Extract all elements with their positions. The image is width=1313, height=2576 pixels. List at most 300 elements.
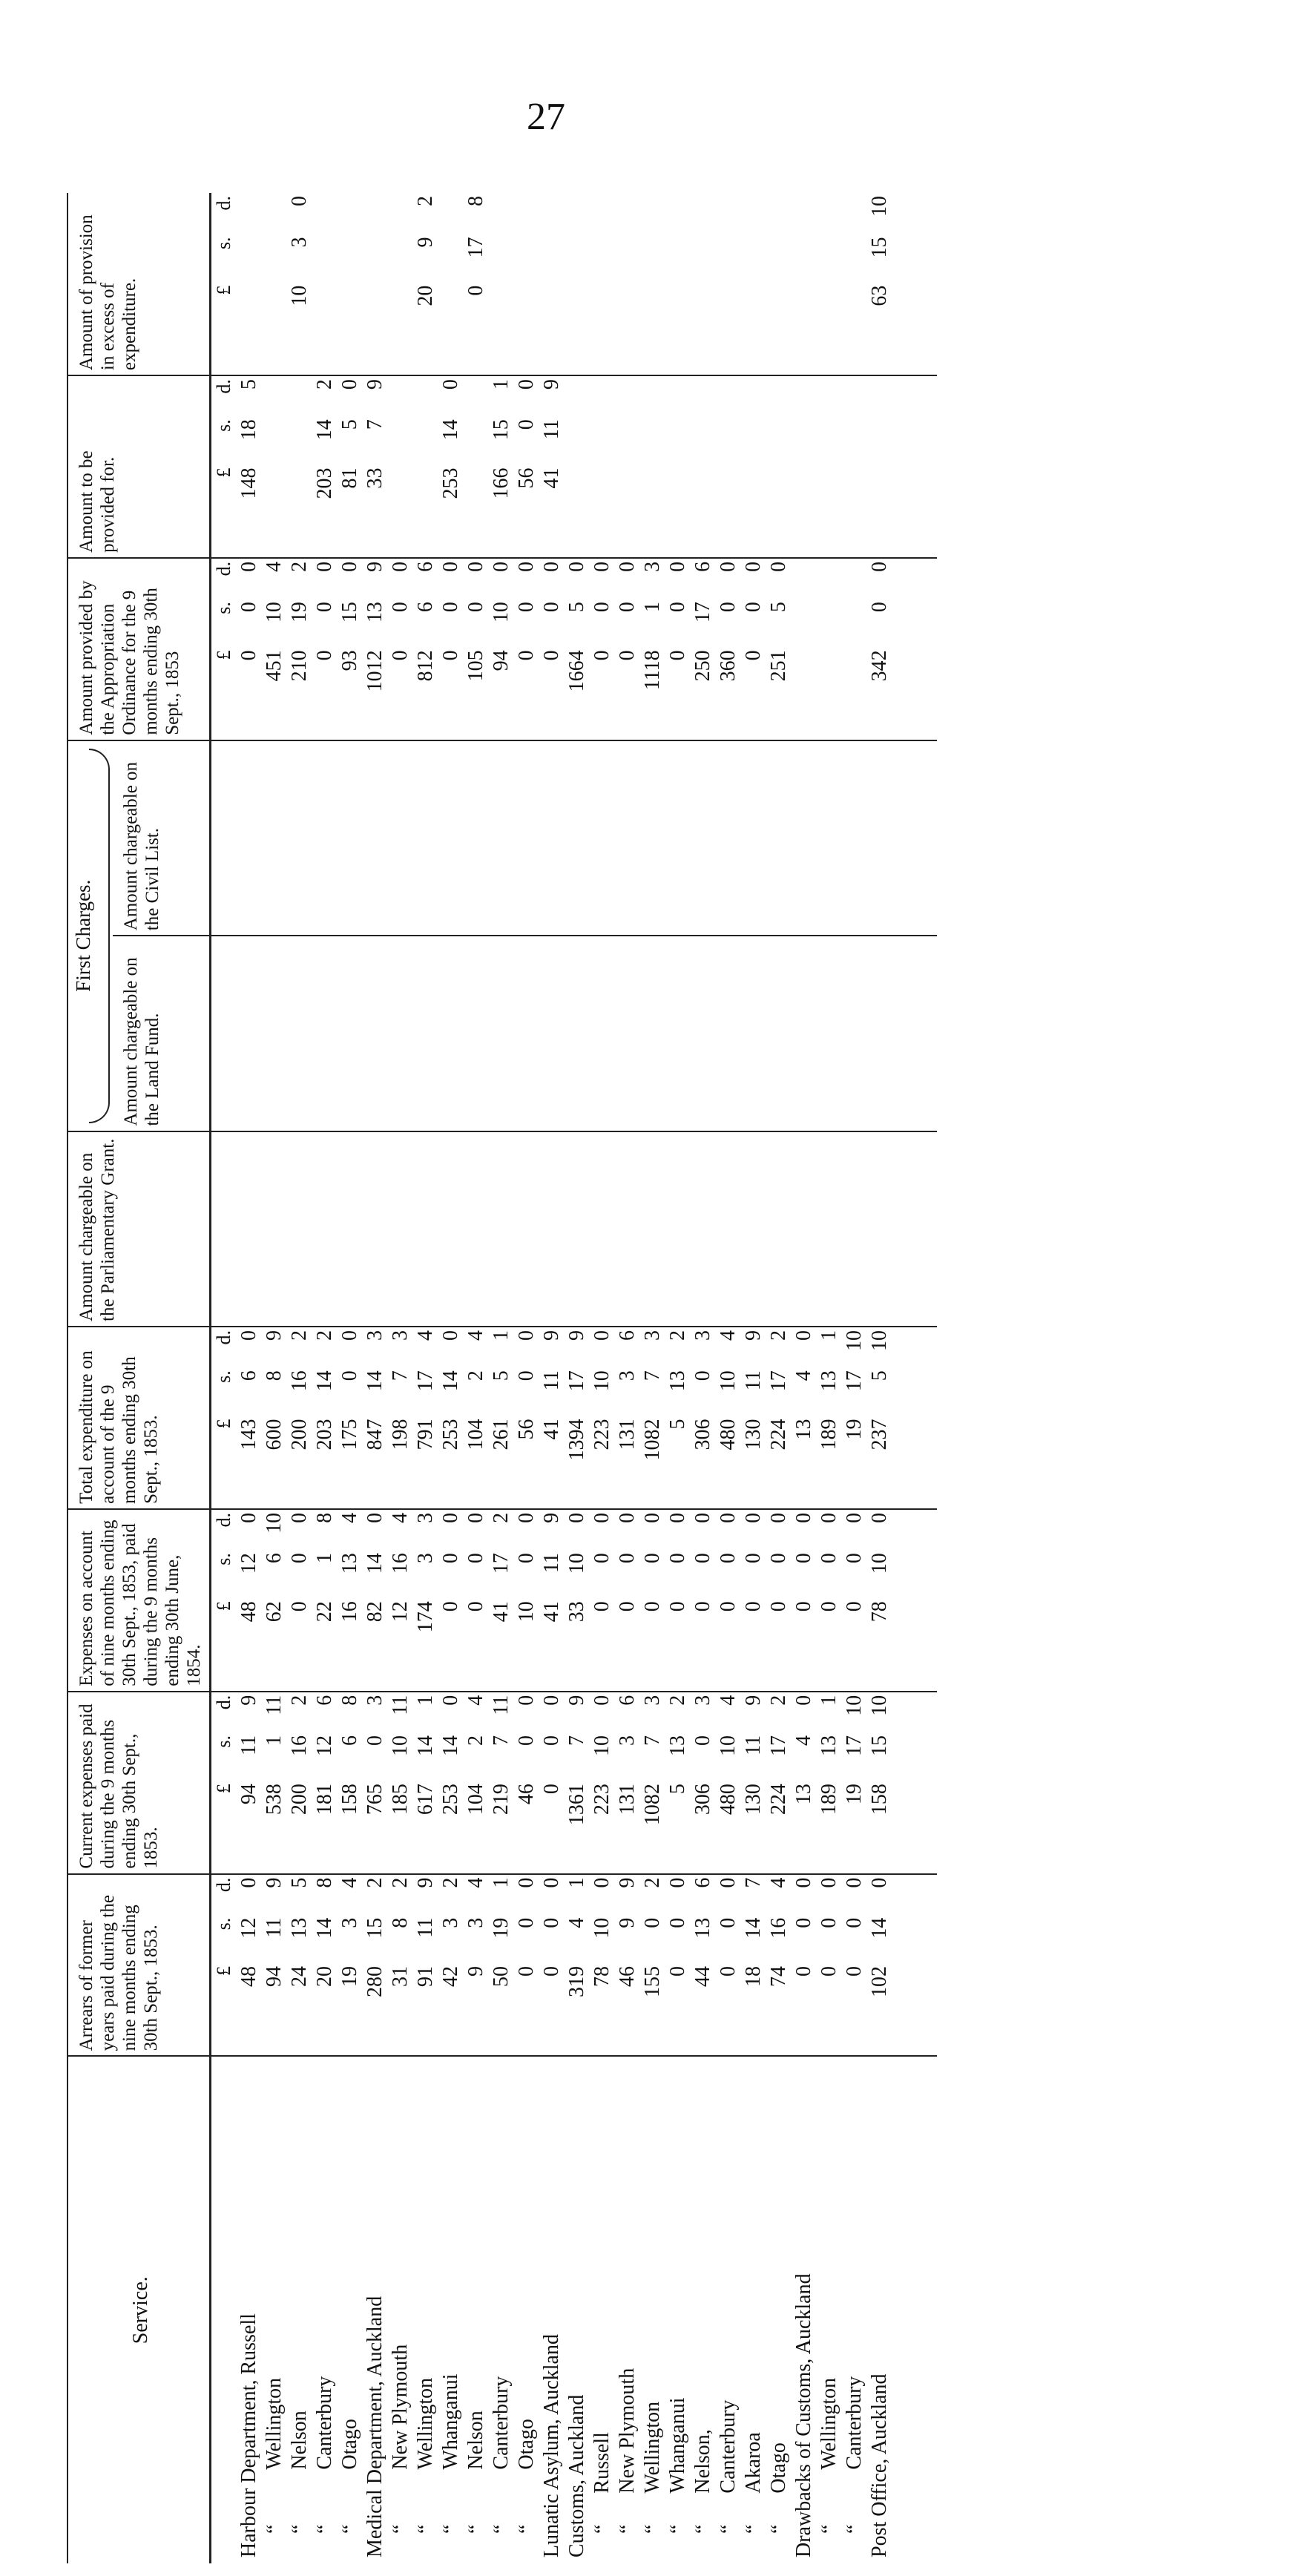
current-expenses-shillings: 10	[590, 1735, 613, 1756]
to-be-provided-header: Amount to be provided for.	[68, 375, 211, 558]
appropriation-pence: 0	[312, 558, 338, 599]
current-expenses-shillings: 7	[565, 1735, 588, 1746]
excess-pence	[741, 193, 766, 234]
expenses-on-account-shillings: 12	[237, 1553, 260, 1574]
table-row	[691, 193, 716, 2563]
arrears-pence: 1	[489, 1874, 514, 1915]
arrears-shillings: 0	[792, 1917, 815, 1928]
table-row	[817, 193, 842, 2563]
total-expenditure-pence: 3	[388, 1327, 413, 1367]
arrears-shillings: 12	[237, 1917, 260, 1939]
appropriation-pounds: 250	[691, 650, 714, 682]
appropriation-pounds: 1012	[363, 650, 386, 692]
appropriation-shillings: 0	[439, 602, 462, 613]
unit-pound: £	[213, 1601, 234, 1611]
ditto-mark: “	[641, 2524, 664, 2534]
total-expenditure-pounds: 237	[868, 1419, 891, 1450]
unit-pound: £	[213, 1784, 234, 1794]
current-expenses-pence: 2	[766, 1692, 792, 1732]
appropriation-pence: 0	[590, 558, 615, 599]
appropriation-shillings: 0	[590, 602, 613, 613]
unit-shilling: s.	[213, 602, 234, 614]
current-expenses-pounds: 765	[363, 1784, 386, 1816]
current-expenses-pounds: 158	[338, 1784, 361, 1816]
civil-list-cell	[590, 740, 615, 936]
to-be-provided-pounds	[464, 465, 489, 558]
arrears-pence: 2	[438, 1874, 464, 1915]
current-expenses-pounds: 219	[490, 1784, 513, 1816]
service-label	[489, 2056, 514, 2521]
total-expenditure-pounds: 56	[515, 1419, 538, 1440]
appropriation-pence: 0	[766, 558, 792, 599]
arrears-shillings: 14	[313, 1917, 336, 1939]
current-expenses-pence: 2	[287, 1692, 312, 1732]
excess-pounds	[615, 283, 640, 375]
appropriation-shillings	[817, 599, 842, 647]
to-be-provided-shillings	[262, 416, 287, 464]
current-expenses-shillings: 10	[389, 1735, 412, 1756]
to-be-provided-shillings	[287, 416, 312, 464]
to-be-provided-pence	[867, 375, 892, 416]
excess-shillings	[363, 234, 388, 282]
arrears-pounds: 19	[338, 1965, 361, 1987]
current-expenses-pence: 8	[338, 1692, 363, 1732]
total-expenditure-pence: 0	[338, 1327, 363, 1367]
land-fund-cell	[590, 936, 615, 1131]
to-be-provided-shillings: 0	[515, 419, 538, 430]
service-label	[464, 2056, 489, 2521]
excess-pence	[842, 193, 867, 234]
total-expenditure-pence: 9	[539, 1327, 565, 1367]
appropriation-pounds: 1118	[641, 650, 664, 691]
expenses-on-account-pounds: 0	[717, 1601, 740, 1612]
excess-pounds	[312, 283, 338, 375]
total-expenditure-pence: 1	[817, 1327, 842, 1367]
to-be-provided-pounds	[262, 465, 287, 558]
service-label-text: Canterbury	[717, 2399, 740, 2494]
appropriation-shillings: 10	[490, 602, 513, 623]
current-expenses-pence: 9	[565, 1692, 590, 1732]
unit-pence: d.	[211, 375, 237, 416]
to-be-provided-pounds: 166	[490, 467, 513, 499]
civil-list-cell	[438, 740, 464, 936]
arrears-pounds: 0	[843, 1965, 866, 1977]
service-label	[716, 2056, 741, 2521]
total-expenditure-shillings: 10	[717, 1370, 740, 1392]
appropriation-pounds: 0	[616, 650, 639, 661]
ditto-mark: “	[439, 2524, 462, 2534]
current-expenses-pounds: 1361	[565, 1784, 588, 1826]
arrears-pounds: 42	[439, 1965, 462, 1987]
expenses-on-account-pounds: 0	[590, 1601, 613, 1612]
service-label: Post Office, Auckland	[867, 2056, 892, 2563]
land-fund-cell	[792, 936, 817, 1131]
total-expenditure-pence: 9	[262, 1327, 287, 1367]
current-expenses-pence: 1	[817, 1692, 842, 1732]
appropriation-shillings: 0	[313, 602, 336, 613]
land-fund-cell	[665, 936, 691, 1131]
parliamentary-grant-cell	[338, 1131, 363, 1327]
to-be-provided-pence	[691, 375, 716, 416]
appropriation-pounds: 0	[389, 650, 412, 661]
arrears-shillings: 8	[389, 1917, 412, 1928]
appropriation-pounds: 0	[590, 650, 613, 661]
current-expenses-pounds: 200	[288, 1784, 311, 1816]
arrears-shillings: 0	[515, 1917, 538, 1928]
service-label	[388, 2056, 413, 2521]
appropriation-pence	[817, 558, 842, 599]
current-expenses-pounds: 617	[414, 1784, 437, 1816]
to-be-provided-pence: 0	[514, 375, 539, 416]
land-fund-cell	[363, 936, 388, 1131]
land-fund-cell	[514, 936, 539, 1131]
expenses-on-account-pence: 8	[312, 1509, 338, 1550]
arrears-shillings: 3	[338, 1917, 361, 1928]
total-expenditure-pence: 2	[312, 1327, 338, 1367]
arrears-pence: 0	[817, 1874, 842, 1915]
expenses-on-account-pence: 0	[287, 1509, 312, 1550]
service-label-text: Canterbury	[490, 2376, 513, 2470]
parliamentary-grant-cell	[817, 1131, 842, 1327]
to-be-provided-pounds	[741, 465, 766, 558]
total-expenditure-pounds: 1394	[565, 1419, 588, 1461]
unit-pound: £	[213, 650, 234, 660]
service-label-text: Nelson	[288, 2411, 311, 2470]
appropriation-shillings: 15	[338, 602, 361, 623]
excess-pence: 8	[464, 196, 487, 206]
service-label: Lunatic Asylum, Auckland	[539, 2056, 565, 2563]
spacer-row	[892, 193, 937, 2563]
excess-pence	[615, 193, 640, 234]
current-expenses-pence: 0	[438, 1692, 464, 1732]
total-expenditure-pence: 10	[842, 1327, 867, 1367]
to-be-provided-pence	[413, 375, 438, 416]
ditto-mark: “	[590, 2524, 613, 2534]
excess-pence	[262, 193, 287, 234]
excess-shillings	[817, 234, 842, 282]
unit-shilling: s.	[213, 1917, 234, 1931]
excess-pounds	[539, 283, 565, 375]
appropriation-shillings: 13	[363, 602, 386, 623]
arrears-shillings: 14	[868, 1917, 891, 1939]
total-expenditure-pence: 6	[615, 1327, 640, 1367]
excess-shillings	[766, 234, 792, 282]
total-expenditure-pence: 3	[363, 1327, 388, 1367]
unit-pence: d.	[211, 1327, 237, 1367]
expenses-on-account-shillings: 0	[666, 1553, 689, 1564]
current-expenses-shillings: 0	[691, 1735, 714, 1746]
parliamentary-grant-cell	[792, 1131, 817, 1327]
expenses-on-account-shillings: 0	[691, 1553, 714, 1564]
service-label-text: New Plymouth	[616, 2368, 639, 2494]
expenses-on-account-shillings: 0	[742, 1553, 765, 1564]
current-expenses-shillings: 6	[338, 1735, 361, 1746]
expenses-on-account-pounds: 0	[641, 1601, 664, 1612]
current-expenses-pounds: 181	[313, 1784, 336, 1816]
land-fund-cell	[438, 936, 464, 1131]
to-be-provided-pounds	[615, 465, 640, 558]
current-expenses-pounds: 94	[237, 1784, 260, 1805]
current-expenses-shillings: 12	[313, 1735, 336, 1756]
to-be-provided-pence	[842, 375, 867, 416]
ditto-mark: “	[313, 2524, 336, 2534]
to-be-provided-pounds	[413, 465, 438, 558]
expenses-on-account-pence: 0	[514, 1509, 539, 1550]
to-be-provided-pounds: 203	[313, 467, 336, 499]
land-fund-cell	[413, 936, 438, 1131]
excess-pounds: 20	[414, 285, 437, 306]
expenses-on-account-pounds: 12	[389, 1601, 412, 1623]
service-label	[262, 2056, 287, 2521]
to-be-provided-pounds	[388, 465, 413, 558]
parliamentary-grant-cell	[867, 1131, 892, 1327]
to-be-provided-pounds	[792, 465, 817, 558]
table-row	[741, 193, 766, 2563]
arrears-pounds: 155	[641, 1965, 664, 1997]
expenses-on-account-pounds: 48	[237, 1601, 260, 1623]
appropriation-shillings: 0	[464, 602, 487, 613]
land-fund-cell	[464, 936, 489, 1131]
total-expenditure-shillings: 3	[616, 1370, 639, 1381]
expenses-on-account-pence: 0	[565, 1509, 590, 1550]
appropriation-pounds: 812	[414, 650, 437, 682]
unit-pound: £	[213, 1965, 234, 1976]
appropriation-pence: 0	[438, 558, 464, 599]
arrears-pence: 0	[665, 1874, 691, 1915]
appropriation-pence: 0	[464, 558, 489, 599]
excess-pounds	[565, 283, 590, 375]
total-expenditure-shillings: 13	[817, 1370, 840, 1392]
excess-pence	[766, 193, 792, 234]
parliamentary-grant-cell	[363, 1131, 388, 1327]
total-expenditure-pence: 10	[867, 1327, 892, 1367]
excess-shillings	[262, 234, 287, 282]
arrears-shillings: 9	[616, 1917, 639, 1928]
current-expenses-shillings: 0	[540, 1735, 563, 1746]
to-be-provided-pounds	[766, 465, 792, 558]
expenses-on-account-pence: 10	[262, 1509, 287, 1550]
to-be-provided-shillings: 15	[490, 419, 513, 441]
current-expenses-pence: 0	[590, 1692, 615, 1732]
excess-shillings	[388, 234, 413, 282]
expenses-on-account-pence: 0	[665, 1509, 691, 1550]
ditto-mark: “	[263, 2524, 286, 2534]
excess-shillings	[338, 234, 363, 282]
civil-list-cell	[842, 740, 867, 936]
arrears-pounds: 319	[565, 1965, 588, 1997]
current-expenses-pence: 6	[312, 1692, 338, 1732]
total-expenditure-shillings: 0	[691, 1370, 714, 1381]
ditto-mark: “	[490, 2524, 513, 2534]
to-be-provided-pounds	[867, 465, 892, 558]
expenses-on-account-pounds: 0	[464, 1601, 487, 1612]
current-expenses-pounds: 19	[843, 1784, 866, 1805]
total-expenditure-pence: 3	[640, 1327, 665, 1367]
total-expenditure-pence: 4	[464, 1327, 489, 1367]
to-be-provided-pence	[262, 375, 287, 416]
expenses-on-account-shillings: 6	[263, 1553, 286, 1564]
appropriation-pence: 0	[741, 558, 766, 599]
total-expenditure-pence: 0	[590, 1327, 615, 1367]
appropriation-pence: 0	[539, 558, 565, 599]
to-be-provided-pounds	[565, 465, 590, 558]
to-be-provided-pounds	[287, 465, 312, 558]
total-expenditure-pounds: 131	[616, 1419, 639, 1450]
appropriation-pounds	[842, 647, 867, 740]
civil-list-cell	[817, 740, 842, 936]
civil-list-cell	[867, 740, 892, 936]
appropriation-pence: 3	[640, 558, 665, 599]
expenses-on-account-pounds: 0	[616, 1601, 639, 1612]
expenses-on-account-pounds: 33	[565, 1601, 588, 1623]
total-expenditure-shillings: 14	[439, 1370, 462, 1392]
table-row	[338, 193, 363, 2563]
excess-shillings	[237, 234, 262, 282]
excess-pounds	[842, 283, 867, 375]
land-fund-cell	[338, 936, 363, 1131]
total-expenditure-pence: 0	[514, 1327, 539, 1367]
arrears-pence: 0	[237, 1874, 262, 1915]
total-expenditure-pounds: 198	[389, 1419, 412, 1450]
expenses-on-account-shillings: 0	[843, 1553, 866, 1564]
service-label	[766, 2056, 792, 2521]
current-expenses-pence: 2	[665, 1692, 691, 1732]
appropriation-shillings: 19	[288, 602, 311, 623]
current-expenses-shillings: 17	[843, 1735, 866, 1756]
to-be-provided-pounds: 56	[515, 467, 538, 489]
appropriation-shillings: 0	[868, 602, 891, 613]
unit-pence: d.	[211, 1692, 237, 1732]
service-label	[312, 2056, 338, 2521]
current-expenses-pounds: 0	[540, 1784, 563, 1795]
total-expenditure-pounds: 261	[490, 1419, 513, 1450]
expenses-on-account-pence: 4	[338, 1509, 363, 1550]
units-row	[211, 193, 237, 2563]
service-label	[615, 2056, 640, 2521]
parliamentary-grant-cell	[388, 1131, 413, 1327]
appropriation-pence: 4	[262, 558, 287, 599]
total-expenditure-shillings: 10	[590, 1370, 613, 1392]
to-be-provided-shillings	[590, 416, 615, 464]
table-row	[388, 193, 413, 2563]
arrears-shillings: 13	[691, 1917, 714, 1939]
table-row	[867, 193, 892, 2563]
appropriation-pounds	[792, 647, 817, 740]
current-expenses-pounds: 189	[817, 1784, 840, 1816]
total-expenditure-pounds: 223	[590, 1419, 613, 1450]
arrears-pence: 1	[565, 1874, 590, 1915]
arrears-pence: 6	[691, 1874, 716, 1915]
expenses-on-account-pence: 0	[867, 1509, 892, 1550]
unit-shilling: s.	[213, 419, 234, 432]
to-be-provided-pounds: 253	[439, 467, 462, 499]
current-expenses-pence: 3	[640, 1692, 665, 1732]
service-label	[665, 2056, 691, 2521]
expenses-on-account-pence: 0	[842, 1509, 867, 1550]
expenses-on-account-pence: 0	[817, 1509, 842, 1550]
expenses-on-account-shillings: 0	[717, 1553, 740, 1564]
to-be-provided-pounds	[691, 465, 716, 558]
land-fund-cell	[691, 936, 716, 1131]
total-expenditure-pounds: 1082	[641, 1419, 664, 1461]
to-be-provided-pounds	[665, 465, 691, 558]
total-expenditure-pence: 0	[237, 1327, 262, 1367]
land-fund-cell	[867, 936, 892, 1131]
land-fund-cell	[287, 936, 312, 1131]
service-label-text: Canterbury	[843, 2376, 866, 2470]
appropriation-pounds: 0	[742, 650, 765, 661]
to-be-provided-shillings	[464, 416, 489, 464]
ditto-mark: “	[389, 2524, 412, 2534]
first-charges-header	[68, 740, 113, 1131]
expenses-on-account-shillings: 14	[363, 1553, 386, 1574]
civil-list-cell	[665, 740, 691, 936]
expenses-on-account-shillings: 10	[868, 1553, 891, 1574]
to-be-provided-pence	[615, 375, 640, 416]
appropriation-pounds: 105	[464, 650, 487, 682]
service-label: Harbour Department, Russell	[237, 2056, 262, 2563]
appropriation-pence: 0	[716, 558, 741, 599]
to-be-provided-pence: 5	[237, 375, 262, 416]
total-expenditure-pounds: 41	[540, 1419, 563, 1440]
arrears-shillings: 15	[363, 1917, 386, 1939]
parliamentary-grant-cell	[489, 1131, 514, 1327]
appropriation-pence	[842, 558, 867, 599]
arrears-shillings: 0	[641, 1917, 664, 1928]
excess-pounds	[665, 283, 691, 375]
arrears-shillings: 10	[590, 1917, 613, 1939]
current-expenses-pence: 9	[741, 1692, 766, 1732]
current-expenses-pounds: 224	[767, 1784, 790, 1816]
current-expenses-pence: 11	[262, 1692, 287, 1732]
civil-list-cell	[741, 740, 766, 936]
appropriation-pence: 6	[413, 558, 438, 599]
land-fund-cell	[262, 936, 287, 1131]
parliamentary-grant-cell	[842, 1131, 867, 1327]
unit-shilling: s.	[213, 1370, 234, 1383]
arrears-pence: 0	[716, 1874, 741, 1915]
unit-pound: £	[213, 285, 234, 295]
current-expenses-shillings: 16	[288, 1735, 311, 1756]
total-expenditure-pounds: 5	[666, 1419, 689, 1430]
to-be-provided-pence	[464, 375, 489, 416]
parliamentary-grant-cell	[716, 1131, 741, 1327]
table-row	[615, 193, 640, 2563]
total-expenditure-shillings: 5	[490, 1370, 513, 1381]
excess-pounds	[766, 283, 792, 375]
arrears-shillings: 0	[717, 1917, 740, 1928]
excess-shillings	[640, 234, 665, 282]
appropriation-pounds: 93	[338, 650, 361, 671]
expenses-on-account-pounds: 0	[288, 1601, 311, 1612]
to-be-provided-shillings: 5	[338, 419, 361, 430]
parliamentary-grant-cell	[413, 1131, 438, 1327]
appropriation-shillings: 0	[237, 602, 260, 613]
unit-pound: £	[213, 467, 234, 478]
excess-pence	[716, 193, 741, 234]
to-be-provided-shillings	[842, 416, 867, 464]
arrears-pence: 2	[388, 1874, 413, 1915]
parliamentary-grant-cell	[691, 1131, 716, 1327]
table-row	[514, 193, 539, 2563]
civil-list-cell	[338, 740, 363, 936]
to-be-provided-pence	[741, 375, 766, 416]
total-expenditure-pence: 2	[665, 1327, 691, 1367]
appropriation-pence: 0	[388, 558, 413, 599]
expenses-on-account-pence: 4	[388, 1509, 413, 1550]
excess-pounds	[338, 283, 363, 375]
expenses-on-account-shillings: 1	[313, 1553, 336, 1564]
